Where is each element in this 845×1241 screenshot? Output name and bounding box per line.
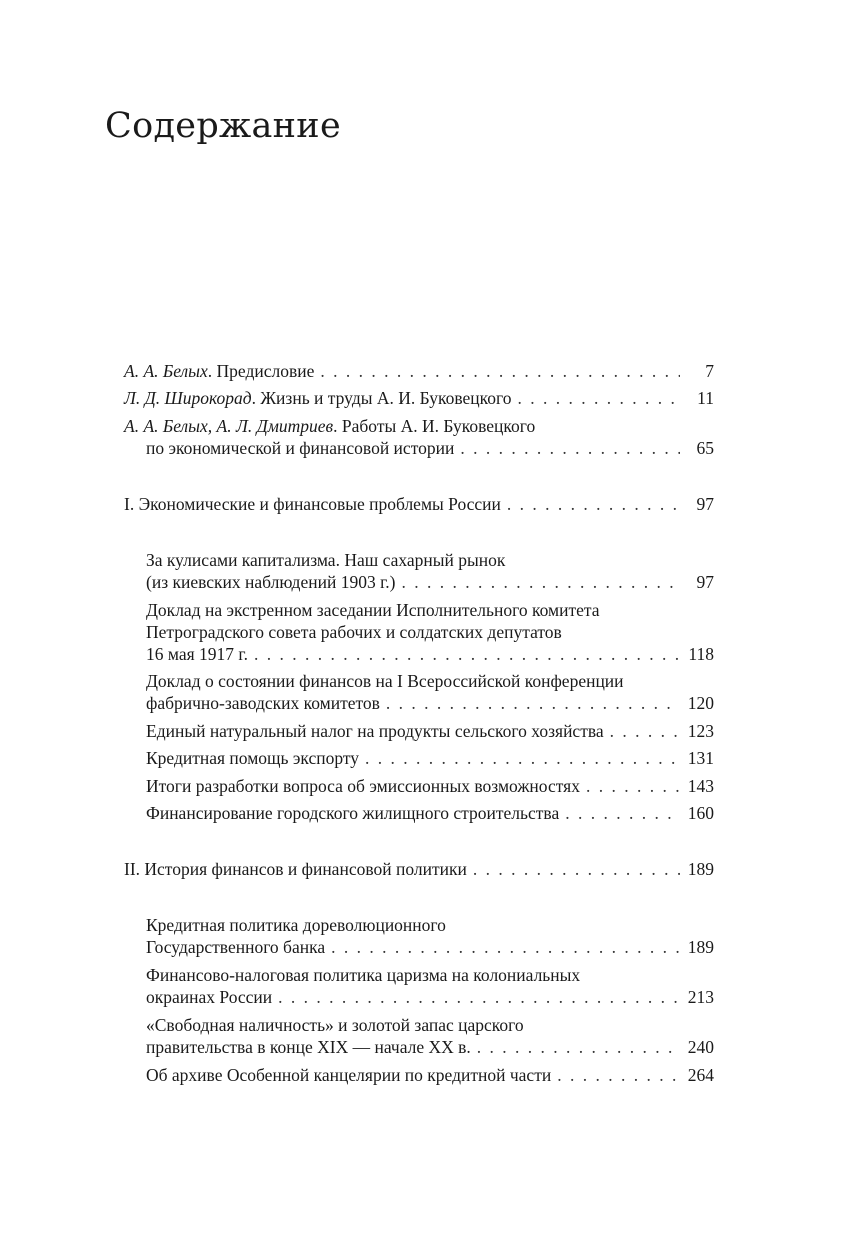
toc-page: 143 (687, 776, 714, 796)
toc-title-cont: Государственного банка (146, 937, 326, 957)
toc-page: 118 (688, 644, 714, 664)
toc-entry[interactable] (124, 775, 714, 797)
toc-entry-works[interactable] (124, 415, 714, 459)
toc-title-cont: (из киевских наблюдений 1903 г.) (146, 572, 396, 592)
toc-page: 131 (687, 748, 714, 768)
toc-title: Кредитная политика дореволюционного (146, 915, 446, 935)
toc-page: 189 (687, 937, 714, 957)
toc-part-title: I. Экономические и финансовые проблемы России (124, 494, 501, 514)
toc-title-cont: правительства в конце XIX — начале XX в. (146, 1037, 471, 1057)
toc-entry[interactable] (124, 747, 714, 769)
toc-title: Единый натуральный налог на продукты сельского хозяйства (146, 721, 604, 741)
toc-entry-life[interactable] (124, 387, 714, 409)
toc-title: Финансирование городского жилищного строительства (146, 803, 560, 823)
toc-author: Л. Д. Широкорад (124, 388, 252, 408)
toc-title: . Жизнь и труды А. И. Буковецкого (251, 388, 512, 408)
toc-entry[interactable] (124, 964, 714, 1008)
toc-entry[interactable] (124, 1064, 714, 1086)
toc-page: 65 (696, 438, 714, 458)
toc-entry[interactable] (124, 802, 714, 824)
toc-title-cont: по экономической и финансовой истории (146, 438, 455, 458)
toc-part-title: II. История финансов и финансовой политики (124, 859, 467, 879)
toc-author: А. А. Белых (124, 361, 208, 381)
toc-page: 240 (687, 1037, 714, 1057)
toc-title-cont: Петроградского совета рабочих и солдатских депутатов (146, 622, 562, 642)
toc-part-2[interactable] (124, 858, 714, 880)
toc-page: 160 (687, 803, 714, 823)
toc-page: 97 (696, 572, 714, 592)
toc-title-cont: 16 мая 1917 г. (146, 644, 248, 664)
toc-title: Кредитная помощь экспорту (146, 748, 360, 768)
toc-page: 189 (687, 859, 714, 879)
toc-entry[interactable] (124, 1014, 714, 1058)
toc-page: 97 (696, 494, 714, 514)
toc-page: 120 (687, 693, 714, 713)
toc-page: 7 (705, 361, 714, 381)
toc-title: «Свободная наличность» и золотой запас царского (146, 1015, 524, 1035)
toc-entry[interactable] (124, 914, 714, 958)
toc-entry-preface[interactable] (124, 360, 714, 382)
toc-title-cont: окраинах России (146, 987, 273, 1007)
toc-title: Доклад на экстренном заседании Исполнительного комитета (146, 600, 600, 620)
toc-title: Об архиве Особенной канцелярии по кредитной части (146, 1065, 552, 1085)
toc-page: 213 (687, 987, 714, 1007)
toc-author: А. А. Белых, А. Л. Дмитриев (124, 416, 334, 436)
toc-page: 11 (697, 388, 714, 408)
toc-title: . Работы А. И. Буковецкого (333, 416, 536, 436)
toc-title: Финансово-налоговая политика царизма на колониальных (146, 965, 581, 985)
toc-title: Доклад о состоянии финансов на I Всероссийской конференции (146, 671, 624, 691)
toc-entry[interactable] (124, 599, 714, 665)
toc-title: . Предисловие (207, 361, 315, 381)
toc-page: 123 (687, 721, 714, 741)
toc-entry[interactable] (124, 670, 714, 714)
toc-entry[interactable] (124, 720, 714, 742)
toc-part-1[interactable] (124, 493, 714, 515)
toc-title: Итоги разработки вопроса об эмиссионных возможностях (146, 776, 580, 796)
page-title: Содержание (105, 106, 341, 146)
toc-page: 264 (687, 1065, 714, 1085)
toc-entry[interactable] (124, 549, 714, 593)
toc-title-cont: фабрично-заводских комитетов (146, 693, 380, 713)
toc-title: За кулисами капитализма. Наш сахарный рынок (146, 550, 506, 570)
